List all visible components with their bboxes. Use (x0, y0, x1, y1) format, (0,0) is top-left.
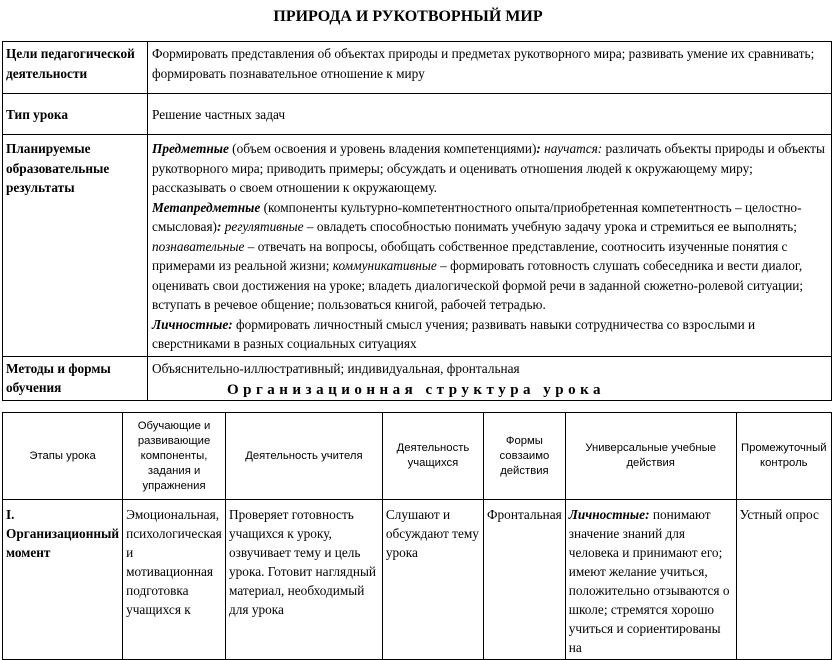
uud-cell (565, 500, 736, 660)
subject-scope: (объем освоения и уровень владения компетенциями) (228, 141, 537, 156)
methods-label: Методы и формы обучения (3, 356, 148, 400)
components-cell: Эмоциональная, психологическая и мотивационная подготовка учащихся к (123, 500, 226, 660)
reg-text: – овладеть способностью понимать учебную задачу урока и стремиться ее выполнять; (303, 219, 797, 234)
comm-text: – формировать готовность слушать собеседника и вести диалог, оценивать свои достижения на уроке; владеть диалогической формой речи в заданной сюжетно-ролевой ситуации; вступать в речевое общение; пользоваться книгой, рабочей тетрадью. (152, 258, 804, 312)
subject-label: Предметные (152, 141, 229, 156)
meta-label: Метапредметные (152, 199, 261, 215)
results-label: Планируемые образовательные результаты (3, 135, 148, 357)
section-subtitle: Организационная структура урока (226, 382, 606, 398)
header-stage: Этапы урока (3, 413, 123, 500)
goals-label: Цели педагогической деятельности (3, 42, 148, 94)
uud-label: Личностные: (568, 507, 650, 522)
reg-label: регулятивные (224, 219, 304, 234)
type-text: Решение частных задач (148, 94, 832, 135)
personal-text: формировать личностный смысл учения; развивать навыки сотрудничества со взрослыми и сверстниками в разных социальных ситуациях (152, 316, 756, 351)
header-control: Промежуточный контроль (736, 413, 831, 500)
type-label: Тип урока (3, 94, 148, 135)
methods-text: Объяснительно-иллюстративный; индивидуальная, фронтальная (148, 356, 832, 400)
goals-text: Формировать представления об объектах природы и предметах рукотворного мира; развивать умение их сравнивать; формировать познавательное отношение к миру (148, 42, 832, 94)
learn-label: научатся: (544, 141, 603, 156)
page-title: ПРИРОДА И РУКОТВОРНЫЙ МИР (273, 8, 543, 25)
header-teacher: Деятельность учителя (226, 413, 383, 500)
structure-header-row (3, 413, 832, 500)
uud-text: понимают значение знаний для человека и принимают его; имеют желание учиться, положительно отзываются о школе; стремятся хорошо учиться и сориентированы на (568, 507, 730, 655)
table-row (3, 500, 832, 660)
teacher-cell: Проверяет готовность учащихся к уроку, озвучивает тему и цель урока. Готовит наглядный материал, необходимый для урока (226, 500, 383, 660)
personal-label: Личностные: (152, 316, 233, 332)
control-cell: Устный опрос (736, 500, 831, 660)
meta-scope: (компоненты культурно-компетентностного опыта/приобретенная компетентность – целостно-смысловая) (152, 199, 802, 234)
lesson-info-table (2, 41, 832, 401)
cog-label: познавательные (152, 238, 245, 254)
stage-cell: I. Организационный момент (3, 500, 123, 660)
header-students: Деятельность учащихся (382, 413, 483, 500)
students-cell: Слушают и обсуждают тему урока (382, 500, 483, 660)
results-text (148, 135, 832, 357)
header-components: Обучающие и развивающие компоненты, задания и упражнения (123, 413, 226, 500)
lesson-structure-table (2, 412, 832, 660)
type-row (3, 94, 832, 135)
forms-cell: Фронтальная (484, 500, 566, 660)
subject-colon: : (536, 141, 545, 156)
cog-text: – отвечать на вопросы, обобщать собственное представление, соотносить изученные понятия с примерами из реальной жизни; (152, 238, 788, 273)
learn-text: различать объекты природы и объекты рукотворного мира; приводить примеры; обсуждать и оценивать отношения людей к окружающему миру; рассказывать о своем отношении к окружающему. (152, 141, 825, 195)
goals-row (3, 42, 832, 94)
results-row (3, 135, 832, 357)
meta-colon: : (217, 219, 225, 234)
comm-label: коммуникативные (332, 258, 437, 273)
header-forms: Формы совзаимо действия (484, 413, 566, 500)
header-uud: Универсальные учебные действия (565, 413, 736, 500)
